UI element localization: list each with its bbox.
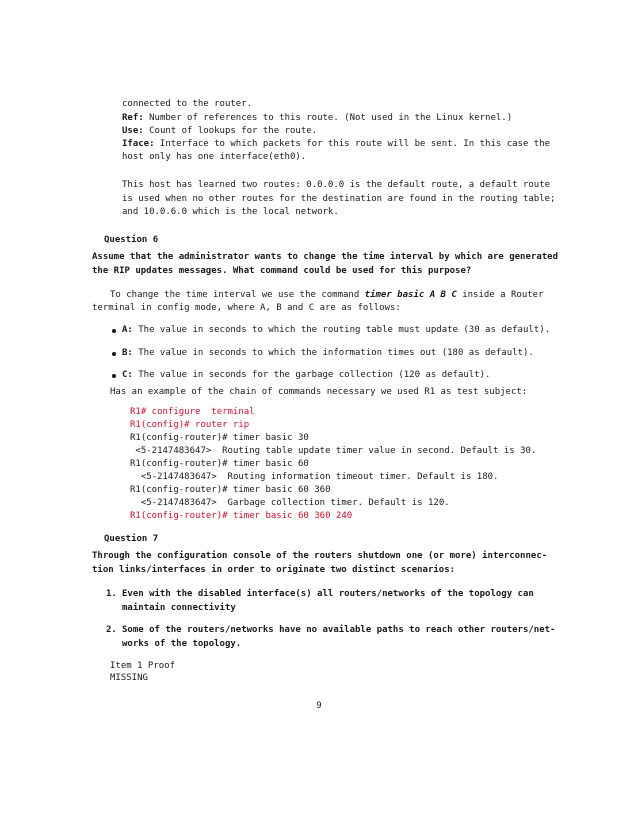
ref-text: Number of references to this route. (Not used in the Linux kernel.) — [143, 113, 513, 123]
iface-label: Iface: — [122, 139, 155, 149]
question-7-heading: Question 7 — [104, 534, 159, 544]
use-text: Count of lookups for the route. — [143, 126, 318, 136]
example-intro: Has an example of the chain of commands necessary we used R1 as test subject: — [110, 387, 528, 397]
ref-label: Ref: — [122, 113, 144, 123]
list-item-1-line-1: Even with the disabled interface(s) all routers/networks of the topology can — [122, 589, 534, 599]
use-label: Use: — [122, 126, 144, 136]
bullet-b-text: The value in seconds to which the information times out (180 as default). — [132, 348, 534, 358]
bullet-icon — [112, 329, 116, 333]
route-field-continuation: connected to the router. — [122, 99, 253, 109]
question-6-prompt-2: the RIP updates messages. What command could be used for this purpose? — [92, 266, 472, 276]
bullet-icon — [112, 352, 116, 356]
code-line: <5-2147483647> Garbage collection timer. Default is 120. — [130, 498, 450, 508]
list-item-number: 1. — [106, 589, 117, 599]
iface-field — [122, 138, 550, 150]
code-line: R1(config-router)# timer basic 60 — [130, 459, 309, 469]
code-line: R1(config)# router rip — [130, 420, 250, 430]
code-line: R1(config-router)# timer basic 60 360 — [130, 485, 331, 495]
proof-label: Item 1 Proof — [110, 661, 176, 671]
code-line: <5-2147483647> Routing table update timer value in second. Default is 30. — [130, 446, 537, 456]
bullet-a-text: The value in seconds to which the routing table must update (30 as default). — [132, 325, 551, 335]
list-item-1-line-2: maintain connectivity — [122, 603, 236, 613]
bullet-icon — [112, 374, 116, 378]
question-7-prompt-2: tion links/interfaces in order to originate two distinct scenarios: — [92, 565, 456, 575]
answer-1-pre: To change the time interval we use the command — [110, 290, 365, 300]
bullet-item-b — [122, 347, 534, 359]
question-6-prompt-1: Assume that the administrator wants to change the time interval by which are generated — [92, 252, 558, 262]
question-6-heading: Question 6 — [104, 235, 159, 245]
learned-routes-line-2: is used when no other routes for the destination are found in the routing table; — [122, 194, 556, 204]
bullet-b-label: B: — [122, 348, 133, 358]
bullet-c-label: C: — [122, 370, 133, 380]
learned-routes-line-1: This host has learned two routes: 0.0.0.0 is the default route, a default route — [122, 180, 551, 190]
iface-text-continued: host only has one interface(eth0). — [122, 152, 307, 162]
proof-status: MISSING — [110, 673, 148, 683]
code-line: <5-2147483647> Routing information timeout timer. Default is 180. — [130, 472, 499, 482]
learned-routes-line-3: and 10.0.6.0 which is the local network. — [122, 207, 339, 217]
list-item-number: 2. — [106, 625, 117, 635]
list-item-2-line-1: Some of the routers/networks have no available paths to reach other routers/net- — [122, 625, 556, 635]
code-line: R1# configure terminal — [130, 407, 255, 417]
code-line: R1(config-router)# timer basic 60 360 240 — [130, 511, 353, 521]
list-item-2-line-2: works of the topology. — [122, 639, 242, 649]
question-7-prompt-1: Through the configuration console of the routers shutdown one (or more) interconnec- — [92, 551, 548, 561]
iface-text: Interface to which packets for this route will be sent. In this case the — [154, 139, 551, 149]
bullet-c-text: The value in seconds for the garbage collection (120 as default). — [132, 370, 491, 380]
ref-field — [122, 112, 512, 124]
code-line: R1(config-router)# timer basic 30 — [130, 433, 309, 443]
question-6-answer-2: terminal in config mode, where A, B and C are as follows: — [92, 303, 401, 313]
bullet-a-label: A: — [122, 325, 133, 335]
bullet-item-a — [122, 324, 550, 336]
timer-basic-command: timer basic A B C — [364, 290, 457, 300]
page-number: 9 — [316, 701, 322, 711]
bullet-item-c — [122, 369, 490, 381]
use-field — [122, 125, 317, 137]
question-6-answer-1 — [110, 289, 544, 301]
answer-1-post: inside a Router — [456, 290, 544, 300]
